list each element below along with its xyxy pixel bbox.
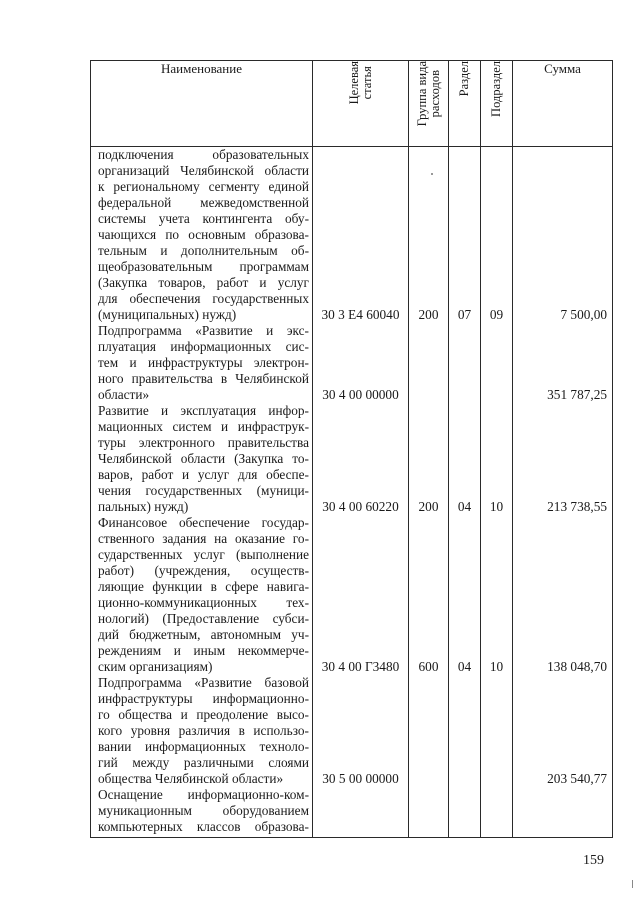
- name-line: Оснащение информационно-ком-: [98, 787, 309, 802]
- name-line: тельным и дополнительным об-: [98, 243, 309, 258]
- name-line: Подпрограмма «Развитие базовой: [98, 675, 309, 690]
- name-text-block: [91, 147, 312, 835]
- section-code: 04: [457, 499, 472, 514]
- section-code: 04: [457, 659, 472, 674]
- name-line: дий бюджетным, автономным уч-: [98, 627, 309, 642]
- header-target: [313, 61, 409, 147]
- edge-mark: [632, 880, 633, 888]
- name-line: (Закупка товаров, работ и услуг: [98, 275, 309, 290]
- name-line: Финансовое обеспечение государ-: [98, 515, 309, 530]
- expense-group: 600: [418, 659, 439, 674]
- header-sum: Сумма: [513, 61, 613, 147]
- sum-value: 351 787,25: [547, 387, 607, 402]
- target-code: 30 5 00 00000: [322, 771, 399, 786]
- header-group-line1: Группа вида: [414, 61, 429, 127]
- expense-group: 200: [418, 499, 439, 514]
- header-row: [91, 61, 613, 147]
- header-section-label: Раздел: [457, 61, 471, 97]
- name-line: организаций Челябинской области: [98, 163, 309, 178]
- header-target-line2: статья: [359, 66, 374, 100]
- name-line: щеобразовательным программам: [98, 259, 309, 274]
- name-line: плуатация информационных сис-: [98, 339, 309, 354]
- group-column: [409, 147, 449, 838]
- name-line: кого уровня различия в использо-: [98, 723, 309, 738]
- sum-value: 7 500,00: [560, 307, 607, 322]
- name-line: области»: [98, 387, 150, 402]
- budget-table: [90, 60, 613, 838]
- name-line: го общества и преодоление высо-: [98, 707, 309, 722]
- header-group: [409, 61, 449, 147]
- expense-group: 200: [418, 307, 439, 322]
- section-code: 07: [457, 307, 472, 322]
- sum-value: 138 048,70: [547, 659, 607, 674]
- name-line: мационных систем и инфраструк-: [98, 419, 309, 434]
- name-line: нологий) (Предоставление субси-: [98, 611, 309, 626]
- name-line: сударственных услуг (выполнение: [98, 547, 309, 562]
- header-target-line1: Целевая: [346, 61, 361, 105]
- target-column: [313, 147, 409, 838]
- name-line: (муниципальных) нужд): [98, 307, 237, 322]
- header-section: [449, 61, 481, 147]
- name-line: общества Челябинской области»: [98, 771, 284, 786]
- name-line: для обеспечения государственных: [98, 291, 309, 306]
- name-line: реждениям и иным некоммерче-: [98, 643, 309, 658]
- target-code: 30 4 00 60220: [322, 499, 399, 514]
- name-line: тем и инфраструктуры электрон-: [98, 355, 309, 370]
- sum-column: [513, 147, 613, 838]
- name-line: к региональному сегменту единой: [98, 179, 309, 194]
- name-line: Развитие и эксплуатация инфор-: [98, 403, 309, 418]
- sum-value: 213 738,55: [547, 499, 607, 514]
- name-line: федеральной межведомственной: [98, 195, 309, 210]
- target-code: 30 3 Е4 60040: [321, 307, 400, 322]
- name-line: Челябинской области (Закупка то-: [98, 451, 309, 466]
- name-line: гий между различными слоями: [98, 755, 309, 770]
- name-line: ственного задания на оказание го-: [98, 531, 309, 546]
- name-line: Подпрограмма «Развитие и экс-: [98, 323, 309, 338]
- target-code: 30 4 00 00000: [322, 387, 399, 402]
- name-line: вании информационных техноло-: [98, 739, 309, 754]
- header-name: Наименование: [91, 61, 313, 147]
- name-line: ционно-коммуникационных тех-: [98, 595, 309, 610]
- subsection-code: 09: [489, 307, 504, 322]
- name-line: муникационным оборудованием: [98, 803, 309, 818]
- subsection-code: 10: [489, 659, 504, 674]
- name-line: компьютерных классов образова-: [98, 819, 309, 834]
- name-line: ного правительства в Челябинской: [98, 371, 309, 386]
- name-line: системы учета контингента обу-: [98, 211, 309, 226]
- target-code: 30 4 00 Г3480: [321, 659, 400, 674]
- page-number: 159: [583, 853, 604, 868]
- name-line: работ) (учреждения, осуществ-: [98, 563, 309, 578]
- name-line: варов, работ и услуг для обеспе-: [98, 467, 309, 482]
- sum-value: 203 540,77: [547, 771, 607, 786]
- header-subsection-label: Подраздел: [489, 61, 503, 117]
- name-line: инфраструктуры информационно-: [98, 691, 309, 706]
- name-line: чения государственных (муници-: [98, 483, 309, 498]
- subsection-code: 10: [489, 499, 504, 514]
- name-column: [91, 147, 313, 838]
- subsection-column: [481, 147, 513, 838]
- name-line: туры электронного правительства: [98, 435, 309, 450]
- body-row: [91, 147, 613, 838]
- section-column: [449, 147, 481, 838]
- name-line: ляющие функции в сфере навига-: [98, 579, 309, 594]
- name-line: подключения образовательных: [98, 147, 309, 162]
- name-line: пальных) нужд): [98, 499, 189, 514]
- header-subsection: [481, 61, 513, 147]
- scan-speck: [431, 173, 433, 175]
- name-line: ским организациям): [98, 659, 213, 674]
- header-group-line2: расходов: [427, 69, 442, 118]
- name-line: чающихся по основным образова-: [98, 227, 309, 242]
